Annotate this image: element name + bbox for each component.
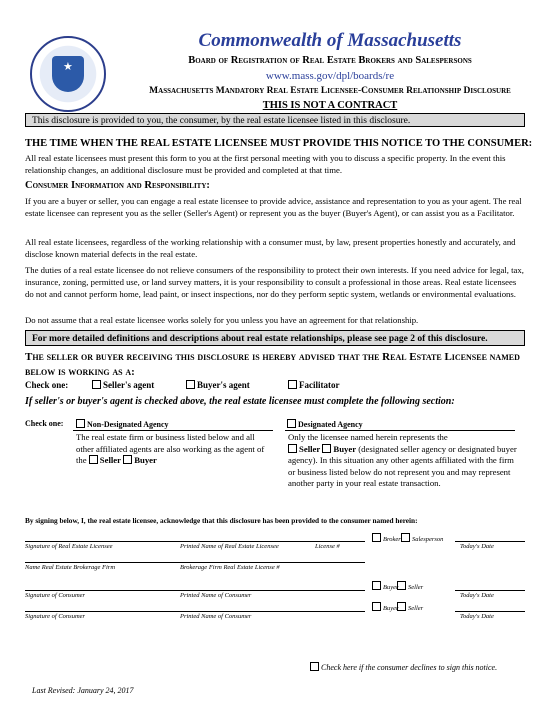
todays-date-label-3: Today's Date xyxy=(460,613,494,620)
consumer-signature-line-1[interactable] xyxy=(25,590,365,591)
last-revised: Last Revised: January 24, 2017 xyxy=(32,686,134,695)
seller-checkbox-2[interactable]: Seller xyxy=(397,602,423,612)
checkbox-icon xyxy=(288,380,297,389)
brokerage-license-label: Brokerage Firm Real Estate License # xyxy=(180,564,280,571)
advised-heading: The seller or buyer receiving this disclosure is hereby advised that the Real Estate Licensee named below is working as a: xyxy=(25,351,520,378)
page-title: Commonwealth of Massachusetts xyxy=(198,30,462,51)
check-one-label: Check one: xyxy=(25,380,69,390)
todays-date-label: Today's Date xyxy=(460,543,494,550)
salesperson-checkbox[interactable]: Salesperson xyxy=(401,533,443,543)
brokerage-firm-label: Name Real Estate Brokerage Firm xyxy=(25,564,116,571)
sellers-agent-checkbox[interactable]: Seller's agent xyxy=(92,380,154,390)
sig-licensee-label: Signature of Real Estate Licensee xyxy=(25,543,113,550)
checkbox-icon[interactable] xyxy=(89,455,98,464)
checkbox-icon xyxy=(76,419,85,428)
intro-box: This disclosure is provided to you, the consumer, by the real estate licensee listed in this disclosure. xyxy=(25,113,525,127)
disclosure-title: Massachusetts Mandatory Real Estate Licensee-Consumer Relationship Disclosure xyxy=(149,86,511,96)
checkbox-icon xyxy=(287,419,296,428)
section1-text: All real estate licensees must present this form to you at the first personal meeting with you to discuss a specific property. In the event this relationship changes, an additional disclosure must be provided and completed at that time. xyxy=(25,153,506,175)
board-name: Board of Registration of Real Estate Brokers and Salespersons xyxy=(188,55,472,66)
buyer-checkbox-2[interactable]: Buyer xyxy=(372,602,399,612)
not-contract-notice: THIS IS NOT A CONTRACT xyxy=(262,100,398,111)
section1-heading: THE TIME WHEN THE REAL ESTATE LICENSEE MUST PROVIDE THIS NOTICE TO THE CONSUMER: xyxy=(25,138,533,149)
brokerage-line[interactable] xyxy=(25,562,365,563)
buyers-agent-checkbox[interactable]: Buyer's agent xyxy=(186,380,250,390)
consumer-signature-line-2[interactable] xyxy=(25,611,365,612)
checkbox-icon[interactable] xyxy=(322,444,331,453)
checkbox-icon xyxy=(186,380,195,389)
non-designated-text: The real estate firm or business listed below and all other affiliated agents are also working as the agent of the Seller Buyer xyxy=(76,432,265,465)
checkbox-icon xyxy=(397,581,406,590)
massachusetts-seal-logo xyxy=(30,36,106,112)
license-number-label: License # xyxy=(315,543,340,550)
decline-checkbox[interactable]: Check here if the consumer declines to sign this notice. xyxy=(310,662,497,672)
seal-star-icon: ★ xyxy=(63,61,73,73)
designated-agency-checkbox[interactable]: Designated Agency xyxy=(287,419,363,429)
sig-consumer-label-1: Signature of Consumer xyxy=(25,592,86,599)
acknowledge-text: By signing below, I, the real estate licensee, acknowledge that this disclosure has been provided to the consumer named herein: xyxy=(25,516,418,525)
board-url-link[interactable]: www.mass.gov/dpl/boards/re xyxy=(265,70,395,82)
if-agent-note: If seller's or buyer's agent is checked above, the real estate licensee must complete the following section: xyxy=(25,396,455,407)
section2-p3: The duties of a real estate licensee do not relieve consumers of the responsibility to protect their own interests. If you need advice for legal, tax, insurance, zoning, permitted use, or land survey matters, it is your responsibility to consult a professional in those areas. Real estate licensees do not and cannot perform home, lead paint, or insect inspections, nor do they perform septic system, wetlands or environmental evaluations. xyxy=(25,265,524,299)
date-line[interactable] xyxy=(455,541,525,542)
divider xyxy=(73,430,273,431)
agency-check-one-label: Check one: xyxy=(25,419,64,428)
section2-heading: Consumer Information and Responsibility: xyxy=(25,180,210,191)
broker-checkbox[interactable]: Broker xyxy=(372,533,401,543)
sig-consumer-label-2: Signature of Consumer xyxy=(25,613,86,620)
todays-date-label-2: Today's Date xyxy=(460,592,494,599)
section2-p4: Do not assume that a real estate licensee works solely for you unless you have an agreement for that relationship. xyxy=(25,315,419,325)
section2-p2: All real estate licensees, regardless of the working relationship with a consumer must, by law, present properties honestly and accurately, and disclose known material defects in the real estate. xyxy=(25,237,516,259)
checkbox-icon[interactable] xyxy=(288,444,297,453)
buyer-checkbox-1[interactable]: Buyer xyxy=(372,581,399,591)
checkbox-icon xyxy=(401,533,410,542)
seller-checkbox-1[interactable]: Seller xyxy=(397,581,423,591)
checkbox-icon xyxy=(397,602,406,611)
section2-p1: If you are a buyer or seller, you can engage a real estate licensee to provide advice, assistance and representation to you as your agent. The real estate licensee can represent you as the seller (Seller's Agent) or represent you as the buyer (Buyer's Agent), or can assist you as a Facilitator. xyxy=(25,196,522,218)
consumer-date-line-2[interactable] xyxy=(455,611,525,612)
printed-licensee-label: Printed Name of Real Estate Licensee xyxy=(180,543,279,550)
facilitator-checkbox[interactable]: Facilitator xyxy=(288,380,339,390)
checkbox-icon xyxy=(372,533,381,542)
non-designated-agency-checkbox[interactable]: Non-Designated Agency xyxy=(76,419,169,429)
printed-consumer-label-2: Printed Name of Consumer xyxy=(180,613,252,620)
consumer-date-line-1[interactable] xyxy=(455,590,525,591)
more-info-box: For more detailed definitions and descriptions about real estate relationships, please see page 2 of this disclosure. xyxy=(25,330,525,346)
checkbox-icon xyxy=(310,662,319,671)
checkbox-icon xyxy=(92,380,101,389)
checkbox-icon xyxy=(372,581,381,590)
checkbox-icon[interactable] xyxy=(123,455,132,464)
divider xyxy=(285,430,515,431)
designated-text: Only the licensee named herein represents the Seller Buyer (designated seller agency or designated buyer agency). In this situation any other agents affiliated with the firm or business listed below do not represent you and may represent another party in your real estate transaction. xyxy=(288,432,517,488)
printed-consumer-label-1: Printed Name of Consumer xyxy=(180,592,252,599)
checkbox-icon xyxy=(372,602,381,611)
signature-line[interactable] xyxy=(25,541,365,542)
